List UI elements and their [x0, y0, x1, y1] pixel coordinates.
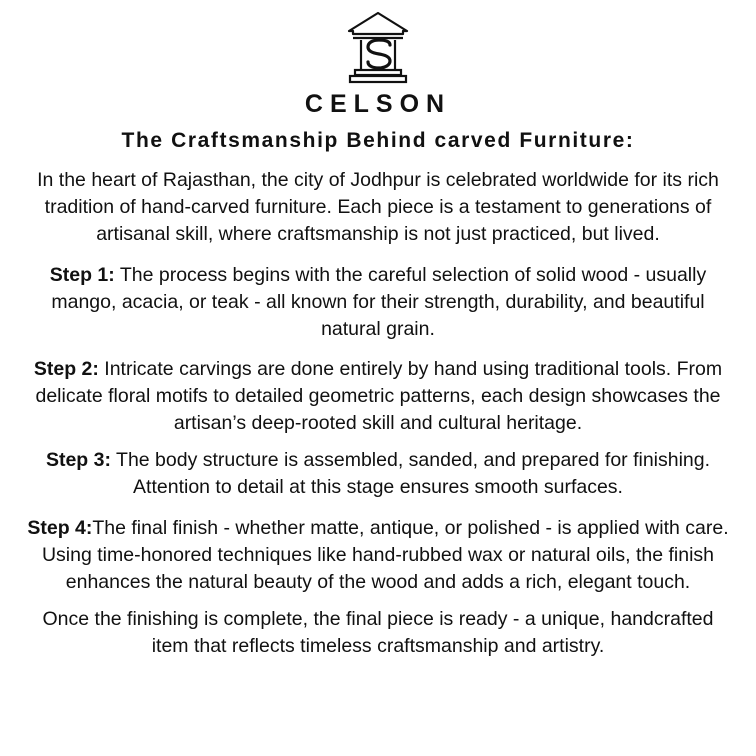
step-3-paragraph: [22, 447, 734, 501]
step-4-paragraph: [22, 515, 734, 596]
intro-paragraph: In the heart of Rajasthan, the city of Jodhpur is celebrated worldwide for its rich tradition of hand-carved furniture. Each piece is a testament to generations of artisanal skill, where craftsmanship is not just practiced, but lived.: [37, 169, 719, 245]
step-1-paragraph: [22, 262, 734, 343]
step-1-label: Step 1:: [49, 263, 115, 286]
step-2-paragraph: [22, 356, 734, 437]
step-2-text: Intricate carvings are done entirely by hand using traditional tools. From delicate floral motifs to detailed geometric patterns, each design showcases the artisan’s deep-rooted skill and cultural heritage.: [35, 358, 723, 435]
step-3-text: The body structure is assembled, sanded, and prepared for finishing. Attention to detail at this stage ensures smooth surfaces.: [110, 449, 711, 499]
brand-name: CELSON: [304, 90, 452, 118]
house-monogram-icon: [335, 10, 421, 84]
step-2-label: Step 2:: [33, 358, 99, 381]
page-title: The Craftsmanship Behind carved Furniture:: [121, 129, 635, 152]
step-1-text: The process begins with the careful selection of solid wood - usually mango, acacia, or teak - all known for their strength, durability, and beautiful natural grain.: [51, 263, 707, 340]
step-3-label: Step 3:: [45, 449, 111, 472]
closing-paragraph: Once the finishing is complete, the final piece is ready - a unique, handcrafted item that reflects timeless craftsmanship and artistry.: [42, 607, 714, 657]
step-4-label: Step 4:: [27, 516, 93, 539]
step-4-text: The final finish - whether matte, antique, or polished - is applied with care. Using time-honored techniques like hand-rubbed wax or natural oils, the finish enhances the natural beauty of the wood and adds a rich, elegant touch.: [41, 516, 729, 593]
